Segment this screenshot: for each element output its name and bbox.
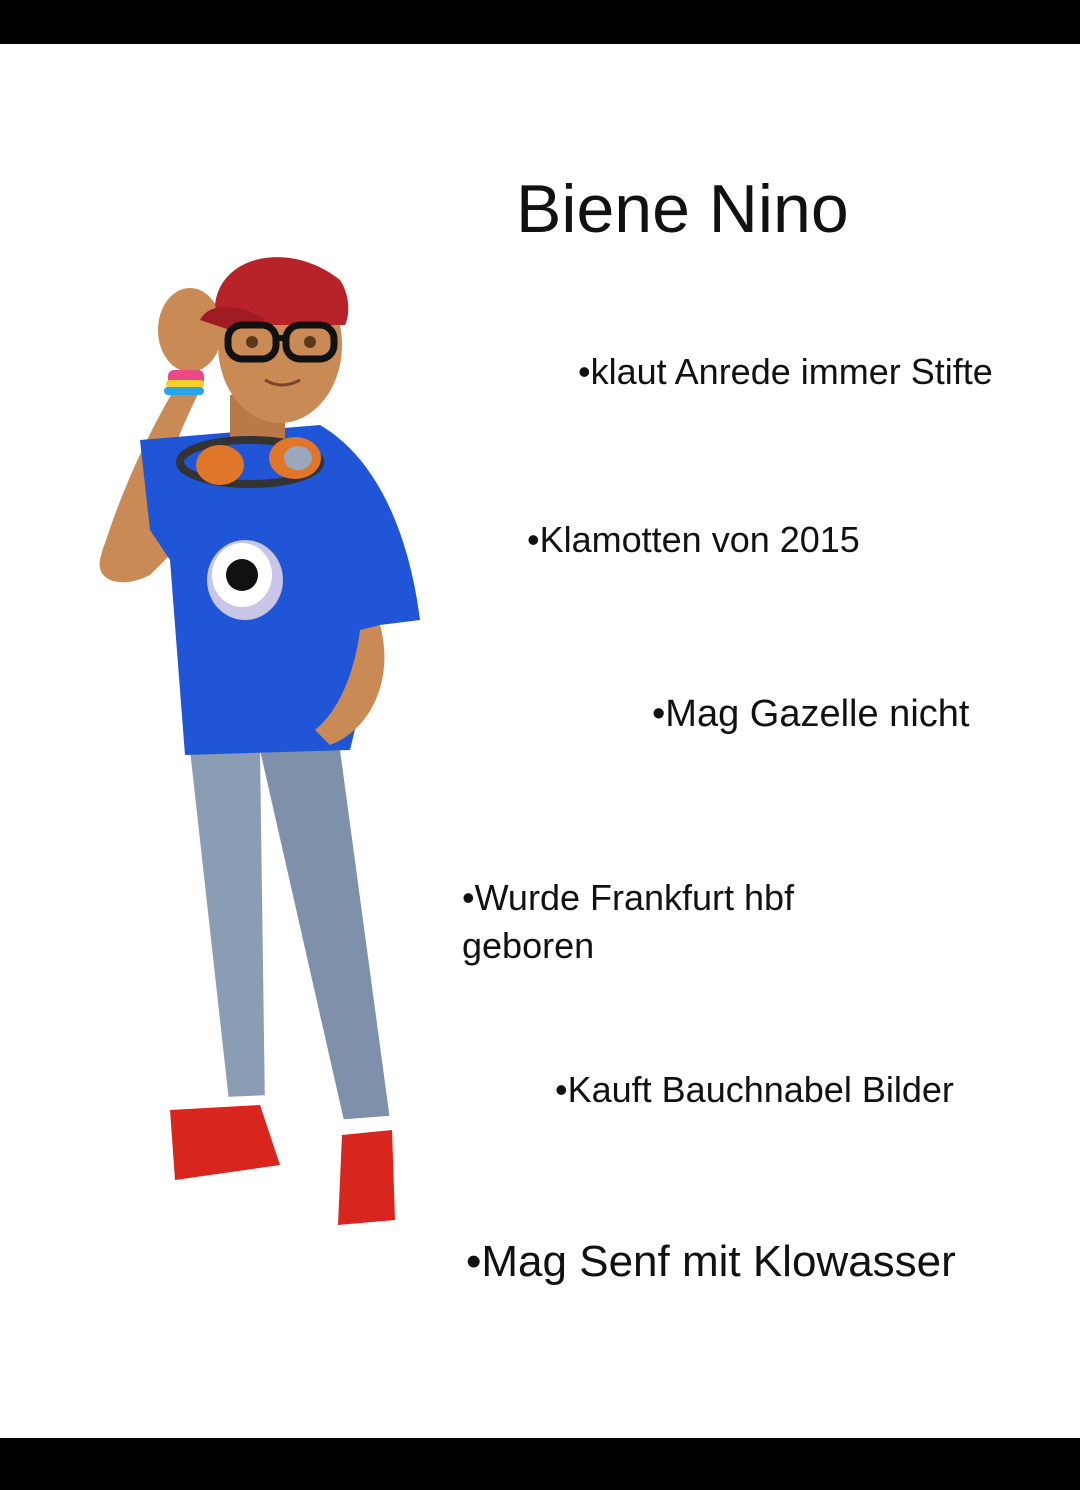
- fact-item-5: •Kauft Bauchnabel Bilder: [555, 1069, 954, 1110]
- page-title: Biene Nino: [516, 171, 849, 247]
- fact-item-2: •Klamotten von 2015: [527, 519, 860, 560]
- fact-item-4: •Wurde Frankfurt hbf geboren: [462, 877, 795, 966]
- top-black-bar: [0, 0, 1080, 44]
- character-illustration: [60, 230, 480, 1280]
- fact-item-6: •Mag Senf mit Klowasser: [466, 1237, 956, 1286]
- bottom-black-bar: [0, 1438, 1080, 1490]
- fact-item-3: •Mag Gazelle nicht: [652, 693, 970, 735]
- fact-item-1: •klaut Anrede immer Stifte: [578, 351, 993, 392]
